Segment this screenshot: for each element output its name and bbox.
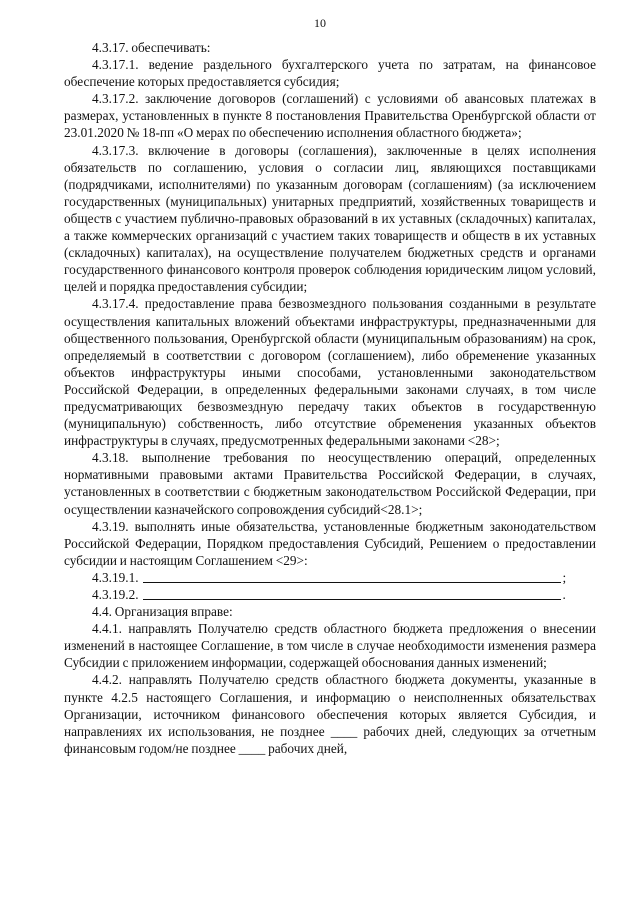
paragraph: 4.3.17.3. включение в договоры (соглашения), заключенные в целях исполнения обязательств по соглашению, условия о согласии лиц, являющихся поставщиками (подрядчиками, исполнителями) по указанным договорам (соглашениям) (за исключением государственных (муниципальных) унитарных предприятий, хозяйственных товариществ и обществ с участием публично-правовых образований в их уставных (складочных) капиталах, а также коммерческих организаций с участием таких товариществ и обществ в их уставных (складочных) капиталах), на осуществление получателем бюджетных средств и органами государственного финансового контроля проверок соблюдения юридическим лицом условий, целей и порядка предоставления субсидии;	[64, 142, 596, 295]
blank-item	[64, 586, 596, 603]
paragraph: 4.3.17.2. заключение договоров (соглашений) с условиями об авансовых платежах в размерах, установленных в пункте 8 постановления Правительства Оренбургской области от 23.01.2020 № 18-пп «О мерах по обеспечению исполнения областного бюджета»;	[64, 91, 596, 141]
blank-item-end: .	[562, 587, 566, 602]
paragraph: 4.4. Организация вправе:	[92, 604, 233, 620]
blank-fill-line	[143, 598, 561, 600]
document-body	[64, 39, 596, 757]
paragraph: 4.3.17.1. ведение раздельного бухгалтерского учета по затратам, на финансовое обеспечение которых предоставляется субсидия;	[64, 57, 596, 90]
page-number: 10	[314, 16, 326, 30]
paragraph: 4.3.17.4. предоставление права безвозмездного пользования созданными в результате осуществления капитальных вложений объектами инфраструктуры, предназначенными для общественного пользования, Оренбургской области (муниципальным образованиям) на срок, определяемый в соответствии с договором (соглашением), либо обременение указанных объектов инфраструктуры иными способами, установленными законодательством Российской Федерации, в определенных федеральными законами случаях, в том числе предусматривающих безвозмездную передачу таких объектов в государственную (муниципальную) собственность, либо отсутствие обременения указанных объектов инфраструктуры в случаях, предусмотренных федеральными законами <28>;	[64, 296, 596, 449]
blank-item-number: 4.3.19.1.	[92, 569, 139, 585]
blank-fill-line	[143, 581, 561, 583]
blank-item-number: 4.3.19.2.	[92, 587, 139, 602]
paragraph: 4.3.18. выполнение требования по неосуществлению операций, определенных нормативными правовыми актами Правительства Российской Федерации, в случаях, установленных в соответствии с бюджетным законодательством Российской Федерации, при осуществлении казначейского сопровождения субсидий<28.1>;	[64, 450, 596, 517]
blank-item	[64, 569, 596, 586]
paragraph: 4.3.17. обеспечивать:	[92, 40, 211, 55]
blank-item-end: ;	[562, 569, 567, 585]
paragraph: 4.4.2. направлять Получателю средств областного бюджета документы, указанные в пункте 4.2.5 настоящего Соглашения, и информацию о неисполненных обязательствах Организации, источником финансового обеспечения которых является Субсидия, и направлениях их использования, не позднее ____ рабочих дней, следующих за отчетным финансовым годом/не позднее ____ рабочих дней,	[64, 672, 596, 756]
paragraph: 4.4.1. направлять Получателю средств областного бюджета предложения о внесении изменений в настоящее Соглашение, в том числе в случае необходимости изменения размера Субсидии с приложением информации, содержащей обоснования данных изменений;	[64, 621, 596, 671]
paragraph: 4.3.19. выполнять иные обязательства, установленные бюджетным законодательством Российской Федерации, Порядком предоставления Субсидий, Решением о предоставлении субсидии и настоящим Соглашением <29>:	[64, 518, 596, 568]
